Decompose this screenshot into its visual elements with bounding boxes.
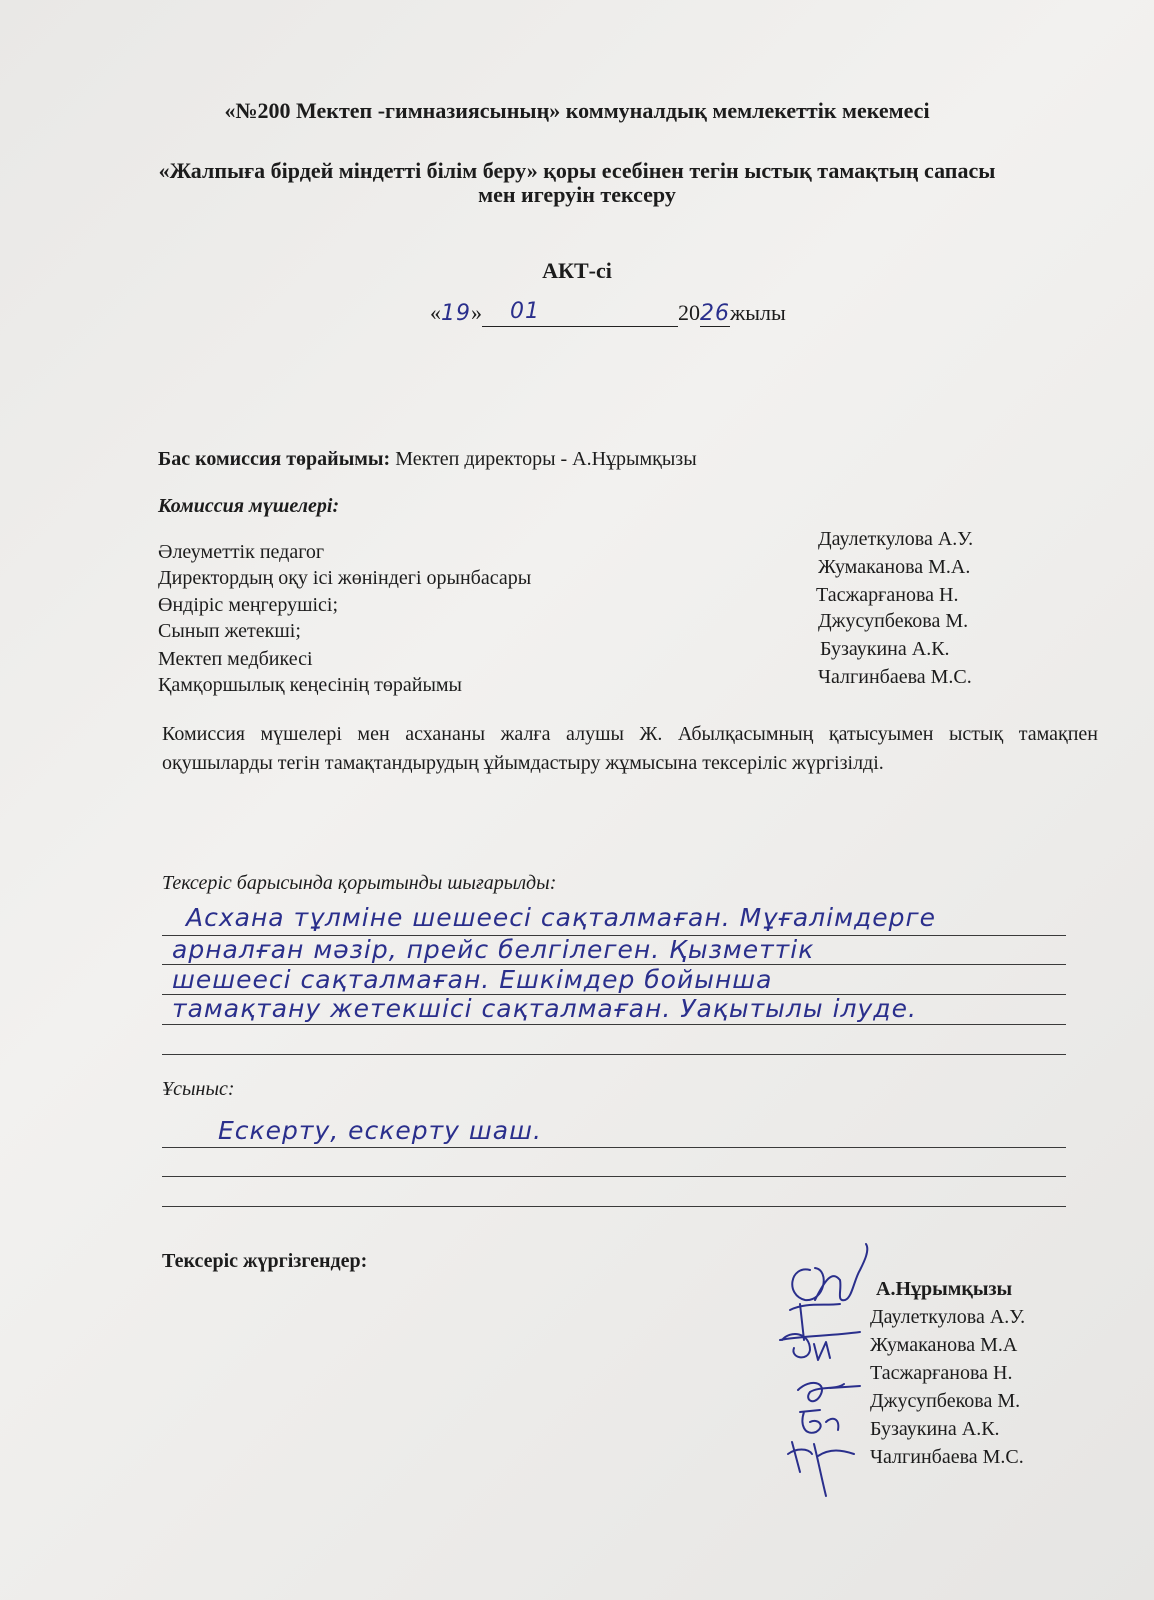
- chair-name: А.Нұрымқызы: [572, 448, 697, 470]
- date-year-field: [700, 300, 730, 327]
- subject-line-1: «Жалпыға бірдей міндетті білім беру» қоры есебінен тегін ыстық тамақтың сапасы: [158, 158, 996, 183]
- signatory-name: Чалгинбаева М.С.: [870, 1446, 1024, 1468]
- member-name: Жумаканова М.А.: [818, 556, 971, 578]
- conclusion-label: Тексеріс барысында қорытынды шығарылды:: [162, 872, 557, 894]
- conclusion-handwriting-3: шешеесі сақталмаған. Ешкімдер бойынша: [172, 965, 773, 994]
- date-month: 01: [510, 299, 540, 324]
- signatory-name: Тасжарғанова Н.: [870, 1362, 1013, 1384]
- body-paragraph: Комиссия мүшелері мен асхананы жалға алушы Ж. Абылқасымның қатысуымен ыстық тамақпен оқушыларды тегін тамақтандырудың ұйымдастыру жұмысына тексеріліс жүргізілді.: [162, 723, 1098, 774]
- chair-line: [158, 448, 697, 471]
- signature-stroke: [800, 1410, 838, 1433]
- date-day: 19: [441, 301, 471, 326]
- signatory-name: А.Нұрымқызы: [876, 1278, 1013, 1300]
- member-role: Мектеп медбикесі: [158, 648, 313, 670]
- signatures-graphic: [770, 1240, 880, 1500]
- date-open-quote: «: [430, 300, 441, 325]
- signatory-name: Бузаукина А.К.: [870, 1418, 1000, 1440]
- member-role: Өндіріс меңгерушісі;: [158, 594, 339, 616]
- ruled-line: [162, 1176, 1066, 1177]
- conclusion-handwriting-4: тамақтану жетекшісі сақталмаған. Уақытылы ілуде.: [172, 994, 917, 1023]
- ruled-line: [162, 1054, 1066, 1055]
- conclusion-handwriting-2: арналған мәзір, прейс белгілеген. Қызметтік: [172, 935, 815, 964]
- date-close-quote: »: [471, 300, 482, 325]
- date-line: [430, 300, 786, 327]
- recommendation-handwriting: Ескерту, ескерту шаш.: [218, 1116, 542, 1145]
- date-year-suffix: 26: [700, 301, 730, 326]
- member-name: Даулеткулова А.У.: [818, 528, 974, 550]
- members-heading: Комиссия мүшелері:: [158, 495, 340, 517]
- member-name: Бузаукина А.К.: [820, 638, 950, 660]
- signatory-name: Джусупбекова М.: [870, 1390, 1021, 1412]
- ruled-line: [162, 1024, 1066, 1025]
- date-month-field: [482, 300, 678, 327]
- act-title: АКТ-сі: [542, 258, 612, 283]
- signatory-name: Даулеткулова А.У.: [870, 1306, 1026, 1328]
- chair-role: Мектеп директоры -: [395, 448, 568, 470]
- signature-stroke: [788, 1442, 854, 1496]
- signature-stroke: [792, 1244, 867, 1300]
- org-title: «№200 Мектеп -гимназиясының» коммуналдық мемлекеттік мекемесі: [224, 98, 930, 123]
- signatory-name: Жумаканова М.А: [870, 1334, 1018, 1356]
- signatories-label: Тексеріс жүргізгендер:: [162, 1250, 368, 1272]
- subject-line-2: мен игеруін тексеру: [478, 182, 676, 207]
- member-name: Джусупбекова М.: [818, 610, 969, 632]
- member-role: Қамқоршылық кеңесінің төрайымы: [158, 674, 462, 696]
- recommendation-label: Ұсыныс:: [162, 1078, 235, 1100]
- date-year-prefix: 20: [678, 300, 700, 325]
- signature-stroke: [798, 1383, 860, 1401]
- member-name: Тасжарғанова Н.: [816, 584, 959, 606]
- member-role: Сынып жетекші;: [158, 620, 301, 642]
- ruled-line: [162, 1206, 1066, 1207]
- ruled-line: [162, 1147, 1066, 1148]
- conclusion-handwriting-1: Асхана тұлміне шешеесі сақталмаған. Мұғалімдерге: [186, 903, 937, 932]
- date-year-word: жылы: [730, 300, 786, 325]
- chair-label: Бас комиссия төрайымы:: [158, 448, 391, 470]
- member-role: Директордың оқу ісі жөніндегі орынбасары: [158, 567, 532, 589]
- member-role: Әлеуметтік педагог: [158, 541, 325, 563]
- member-name: Чалгинбаева М.С.: [818, 666, 972, 688]
